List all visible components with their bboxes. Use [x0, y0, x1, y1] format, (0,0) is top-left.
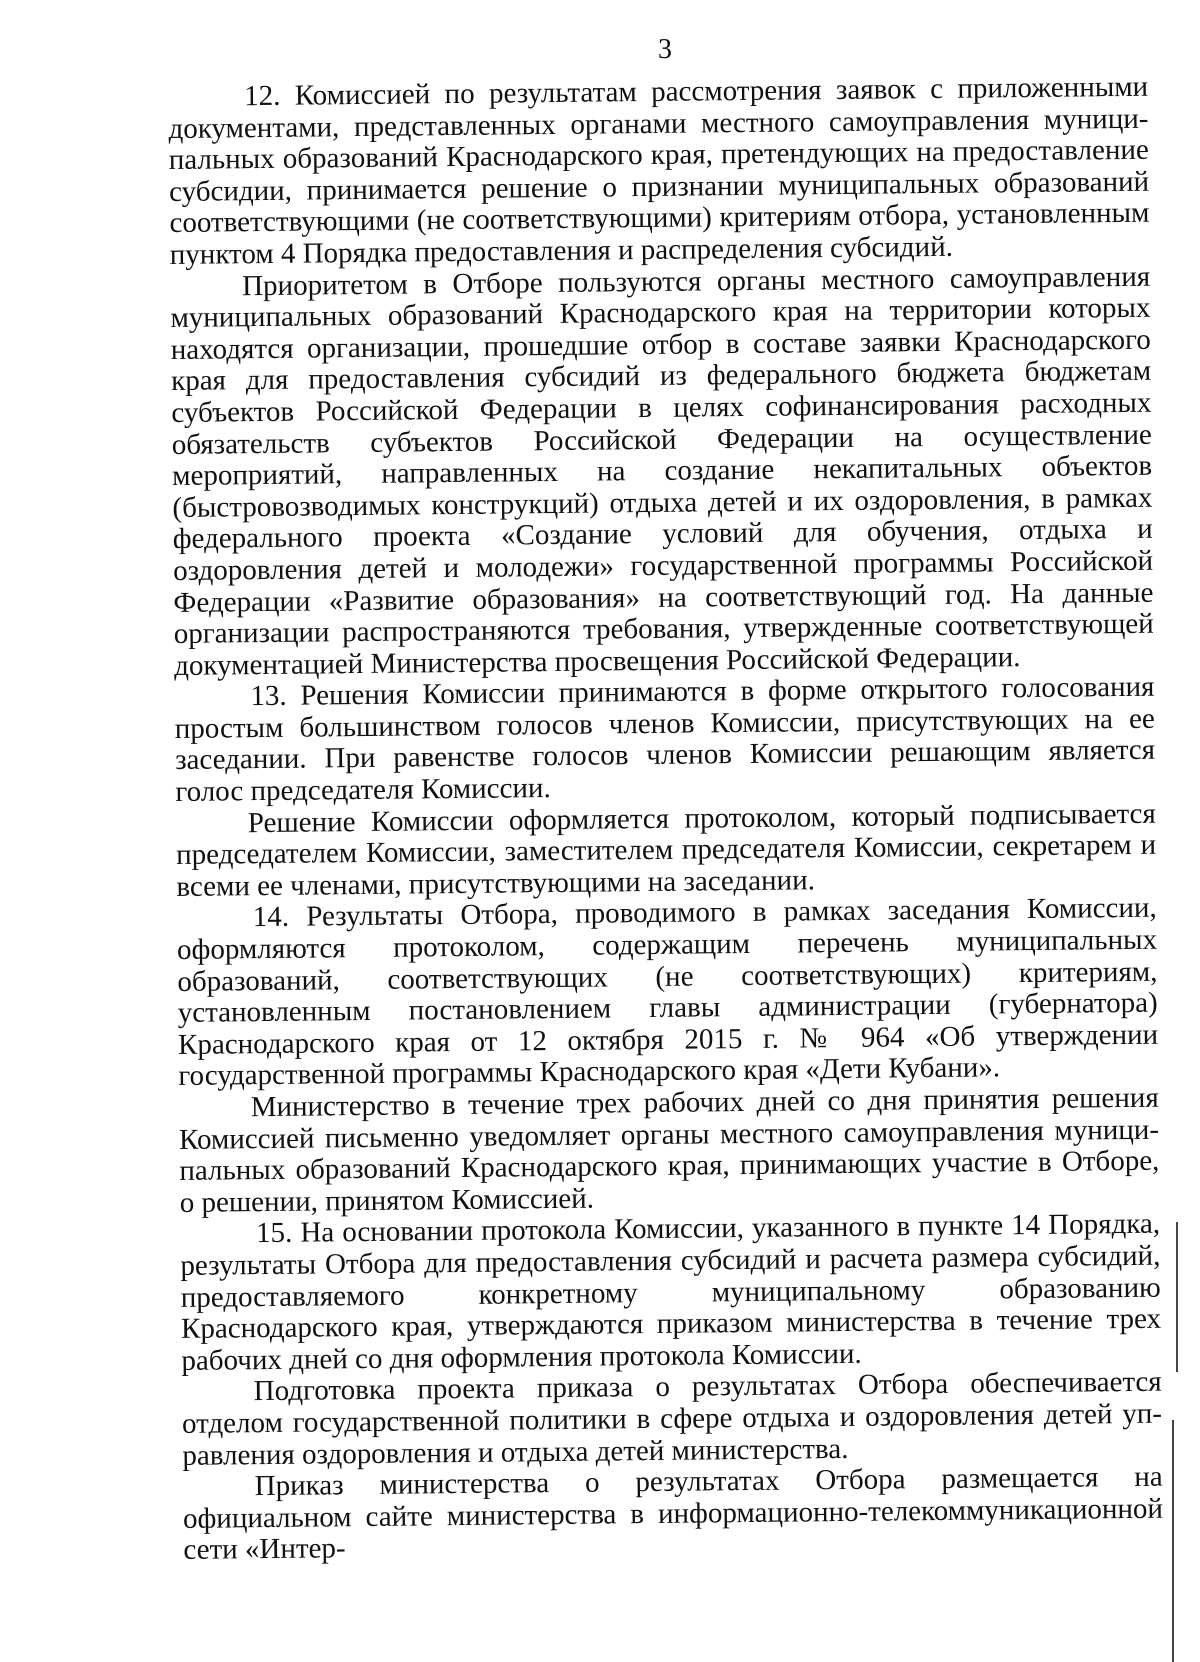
document-body [168, 72, 1163, 1567]
paragraph-order-preparation: Подготовка проекта приказа о результатах Отбора обеспечивается отделом государственной политики в сфере отдыха и оздоровления детей управления оздоровления и отдыха детей министерства. [181, 1366, 1163, 1472]
paragraph-13: 13. Решения Комиссии принимаются в форме открытого голосования простым большинством голосов членов Комиссии, присутствующих на ее заседании. При равенстве голосов членов Комиссии решающим является голос председателя Комиссии. [174, 670, 1156, 809]
scan-margin-line [1172, 1420, 1174, 1662]
paragraph-14: 14. Результаты Отбора, проводимого в рамках заседания Комиссии, оформляются протоколом, содержащим перечень муниципальных образований, соответствующих (не соответствующих) критериям, установленным постановлением главы администрации (губернатора) Краснодарского края от 12 октября 2015 г. № 964 «Об утверждении государственной программы Краснодарского края «Дети Кубани». [176, 892, 1159, 1093]
paragraph-decision-protocol: Решение Комиссии оформляется протоколом, который подписывается председателем Комиссии, заместителем председателя Комиссии, секретарем и всеми ее членами, присутствующими на заседании. [175, 797, 1157, 903]
scan-margin-line [1176, 1222, 1178, 1372]
paragraph-order-publication: Приказ министерства о результатах Отбора размещается на официальном сайте министерства в информационно-телекоммуникационной сети «Интер- [182, 1460, 1164, 1567]
paragraph-ministry-notice: Министерство в течение трех рабочих дней со дня принятия решения Комиссией письменно уведомляет органы местного самоуправления муниципальных образований Краснодарского края, принимающих участие в Отборе, о решении, принятом Комиссией. [178, 1081, 1160, 1219]
paragraph-priority: Приоритетом в Отборе пользуются органы местного самоуправления муниципальных образований Краснодарского края на территории которых находятся организации, прошедшие отбор в составе заявки Краснодарского края для предоставления субсидий из федерального бюджета бюджетам субъектов Российской Федерации в целях софинансирования расходных обязательств субъектов Российской Федерации на осуществление мероприятий, направленных на создание некапитальных объектов (быстровозводимых конструкций) отдыха детей и их оздоровления, в рамках федерального проекта «Создание условий для обучения, отдыха и оздоровления детей и молодежи» государственной программы Российской Федерации «Развитие образования» на соответствующий год. На данные организации распространяются требования, утвержденные соответствующей документацией Министерства просвещения Российской Федерации. [170, 260, 1154, 682]
paragraph-15: 15. На основании протокола Комиссии, указанного в пункте 14 Порядка, результаты Отбора для предоставления субсидий и расчета размера субсидий, предоставляемого конкретному муниципальному образованию Краснодарского края, утверждаются приказом министерства в течение трех рабочих дней со дня оформления протокола Комиссии. [180, 1208, 1162, 1377]
page-number: 3 [658, 34, 672, 65]
paragraph-12: 12. Комиссией по результатам рассмотрения заявок с приложенными документами, представленных органами местного самоуправления муниципальных образований Краснодарского края, претендующих на предоставление субсидии, принимается решение о признании муниципальных образований соответствующими (не соответствующими) критериям отбора, установленным пунктом 4 Порядка предоставления и распределения субсидий. [168, 70, 1150, 271]
